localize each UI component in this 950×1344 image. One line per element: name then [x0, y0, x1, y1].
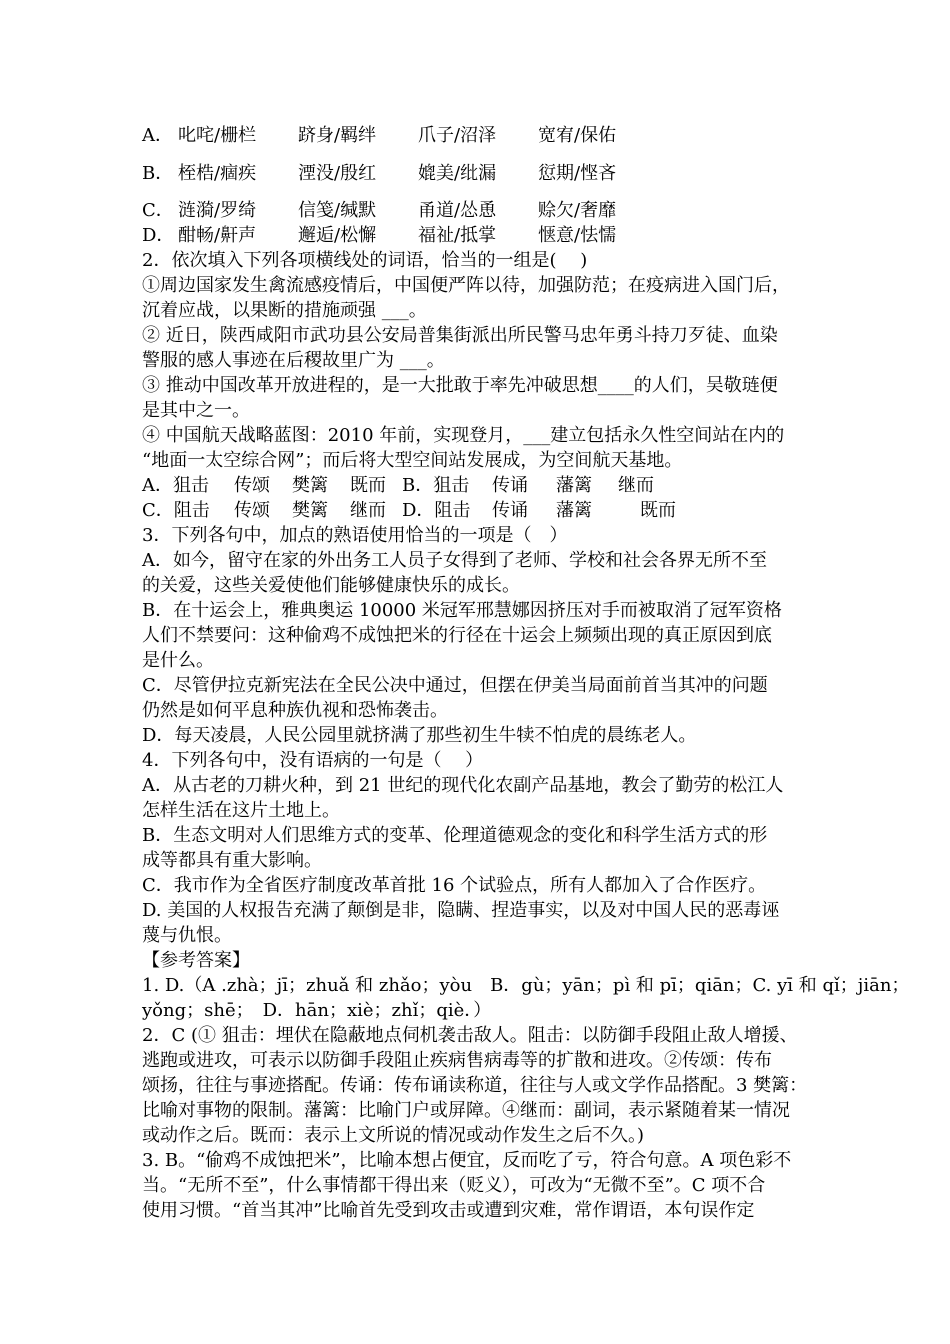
answer-2-line-3: 颂扬，往往与事迹搭配。传诵：传布诵读称道，往往与人或文学作品搭配。3 樊篱：: [142, 1075, 808, 1096]
option-letter: B．: [142, 163, 174, 184]
q2-stem: 2．依次填入下列各项横线处的词语，恰当的一组是( ): [142, 250, 588, 271]
word: 藩篱: [556, 475, 592, 496]
word: 樊篱: [292, 475, 328, 496]
q4-option-c-line-1: C．我市作为全省医疗制度改革首批 16 个试验点，所有人都加入了合作医疗。: [142, 875, 767, 896]
q2-option-b: B．狙击: [402, 475, 470, 496]
word-pair: 赊欠/奢靡: [538, 200, 617, 221]
q4-option-d-line-2: 蔑与仇恨。: [142, 925, 232, 946]
q2-sentence-2-line-1: ② 近日，陕西咸阳市武功县公安局普集街派出所民警马忠年勇斗持刀歹徒、血染: [142, 325, 778, 346]
q2-sentence-4-line-2: “地面一太空综合网”；而后将大型空间站发展成，为空间航天基地。: [142, 450, 683, 471]
word-pair: 酣畅/鼾声: [178, 225, 257, 246]
answers-heading: 【参考答案】: [142, 950, 250, 971]
q3-option-c-line-2: 仍然是如何平息种族仇视和恐怖袭击。: [142, 700, 448, 721]
word: 传诵: [492, 500, 528, 521]
word-pair: 跻身/羁绊: [298, 125, 377, 146]
q4-option-d-line-1: D. 美国的人权报告充满了颠倒是非，隐瞒、捏造事实，以及对中国人民的恶毒诬: [142, 900, 780, 921]
word-pair: 涟漪/罗绮: [178, 200, 257, 221]
q2-sentence-1-line-2: 沉着应战，以果断的措施顽强 ___。: [142, 300, 427, 321]
q4-option-a-line-1: A．从古老的刀耕火种，到 21 世纪的现代化农副产品基地，教会了勤劳的松江人: [142, 775, 784, 796]
q3-option-a-line-1: A．如今，留守在家的外出务工人员子女得到了老师、学校和社会各界无所不至: [142, 550, 767, 571]
word: 藩篱: [556, 500, 592, 521]
q3-stem: 3．下列各句中，加点的熟语使用恰当的一项是（ ）: [142, 525, 568, 546]
option-letter: C．: [142, 200, 174, 221]
word-pair: 信笺/缄默: [298, 200, 377, 221]
answer-2-line-2: 逃跑或进攻，可表示以防御手段阻止疾病售病毒等的扩散和进攻。②传颂：传布: [142, 1050, 772, 1071]
word: 传诵: [492, 475, 528, 496]
answer-3-line-2: 当。“无所不至”，什么事情都干得出来（贬义），可改为“无微不至”。C 项不合: [142, 1175, 766, 1196]
word-pair: 邂逅/松懈: [298, 225, 377, 246]
q2-sentence-3-line-1: ③ 推动中国改革开放进程的，是一大批敢于率先冲破思想____的人们，吴敬琏便: [142, 375, 778, 396]
word-pair: 媲美/纰漏: [418, 163, 497, 184]
q2-sentence-4-line-1: ④ 中国航天战略蓝图：2010 年前，实现登月，___建立包括永久性空间站在内的: [142, 425, 785, 446]
word: 既而: [640, 500, 676, 521]
word-pair: 叱咤/栅栏: [178, 125, 257, 146]
word: 继而: [350, 500, 386, 521]
word-pair: 爪子/沼泽: [418, 125, 497, 146]
q2-sentence-2-line-2: 警服的感人事迹在后稷故里广为 ___。: [142, 350, 445, 371]
q3-option-b-line-1: B．在十运会上，雅典奥运 10000 米冠军邢慧娜因挤压对手而被取消了冠军资格: [142, 600, 782, 621]
q3-option-a-line-2: 的关爱，这些关爱使他们能够健康快乐的成长。: [142, 575, 520, 596]
answer-3-line-1: 3. B。“偷鸡不成蚀把米”，比喻本想占便宜，反而吃了亏，符合句意。A 项色彩不: [142, 1150, 792, 1171]
word-pair: 桎梏/痼疾: [178, 163, 257, 184]
q4-stem: 4．下列各句中，没有语病的一句是（ ）: [142, 750, 484, 771]
option-letter: D．: [142, 225, 175, 246]
q3-option-b-line-2: 人们不禁要问：这种偷鸡不成蚀把米的行径在十运会上频频出现的真正原因到底: [142, 625, 772, 646]
q3-option-b-line-3: 是什么。: [142, 650, 214, 671]
q2-sentence-3-line-2: 是其中之一。: [142, 400, 250, 421]
answer-2-line-1: 2．C (① 狙击：埋伏在隐蔽地点伺机袭击敌人。阻击：以防御手段阻止敌人增援、: [142, 1025, 798, 1046]
word-pair: 福祉/抵掌: [418, 225, 497, 246]
q2-option-c: C．阻击: [142, 500, 210, 521]
word-pair: 宽宥/保佑: [538, 125, 617, 146]
q4-option-b-line-2: 成等都具有重大影响。: [142, 850, 322, 871]
q3-option-c-line-1: C．尽管伊拉克新宪法在全民公决中通过，但摆在伊美当局面前首当其冲的问题: [142, 675, 768, 696]
answer-2-line-5: 或动作之后。既而：表示上文所说的情况或动作发生之后不久。): [142, 1125, 645, 1146]
q2-option-d: D．阻击: [402, 500, 471, 521]
word: 樊篱: [292, 500, 328, 521]
answer-1-line-1: 1. D.（A .zhà；jī；zhuǎ 和 zhǎo；yòu B．gù；yān；pì 和 pī；qiān；C. yī 和 qǐ；jiān；: [142, 975, 910, 996]
word-pair: 甬道/怂恿: [418, 200, 497, 221]
q3-option-d-line-1: D．每天凌晨，人民公园里就挤满了那些初生牛犊不怕虎的晨练老人。: [142, 725, 697, 746]
answer-2-line-4: 比喻对事物的限制。藩篱：比喻门户或屏障。④继而：副词，表示紧随着某一情况: [142, 1100, 790, 1121]
word-pair: 惬意/怯懦: [538, 225, 617, 246]
word: 传颂: [234, 500, 270, 521]
q4-option-b-line-1: B．生态文明对人们思维方式的变革、伦理道德观念的变化和科学生活方式的形: [142, 825, 768, 846]
word-pair: 湮没/殷红: [298, 163, 377, 184]
answer-3-line-3: 使用习惯。“首当其冲”比喻首先受到攻击或遭到灾难，常作谓语，本句误作定: [142, 1200, 755, 1221]
word: 传颂: [234, 475, 270, 496]
answer-1-line-2: yǒng；shē； D．hān；xiè；zhǐ；qiè．）: [142, 1000, 492, 1021]
q4-option-a-line-2: 怎样生活在这片土地上。: [142, 800, 340, 821]
option-letter: A．: [142, 125, 173, 146]
word: 继而: [618, 475, 654, 496]
q2-sentence-1-line-1: ①周边国家发生禽流感疫情后，中国便严阵以待，加强防范；在疫病进入国门后，: [142, 275, 790, 296]
word-pair: 愆期/悭吝: [538, 163, 617, 184]
word: 既而: [350, 475, 386, 496]
q2-option-a: A．狙击: [142, 475, 209, 496]
